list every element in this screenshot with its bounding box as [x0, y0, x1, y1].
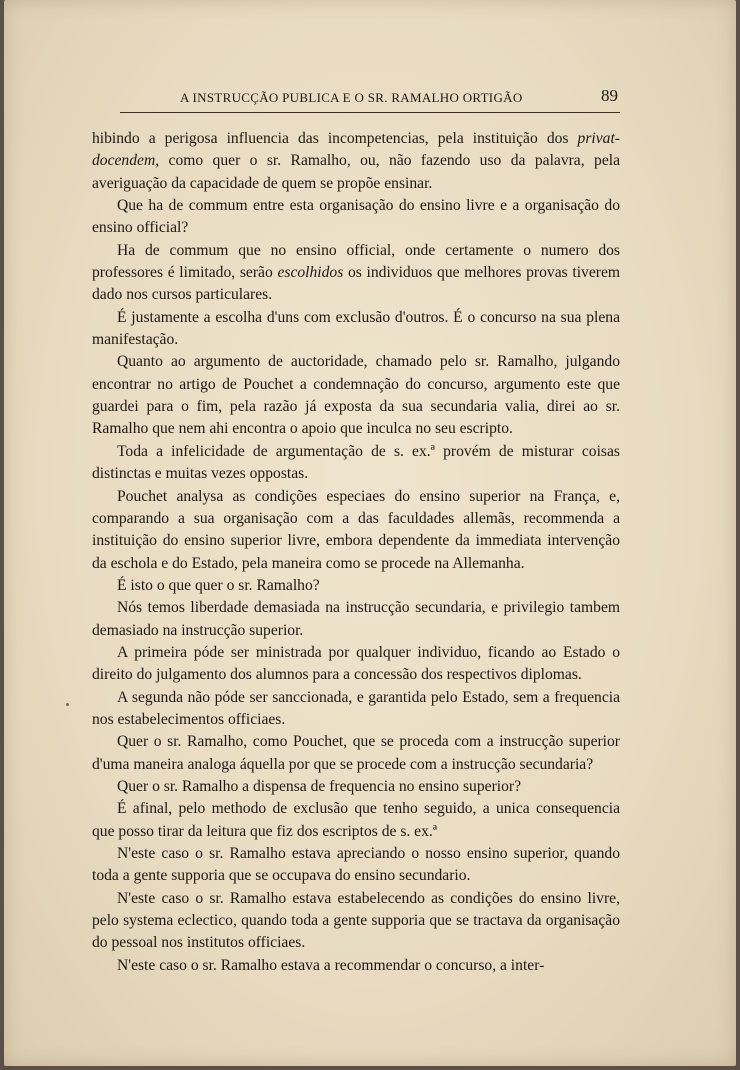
paragraph [92, 687, 620, 732]
text-run: Pouchet analysa as condições especiaes do ensino superior na França, e, comparando a sua organisação com a das faculdades allemãs, recommenda a instituição do ensino superior livre, embora dependente da immediata intervenção da eschola e do Estado, pela maneira como se procede na Allemanha. [92, 487, 620, 572]
paragraph [92, 798, 620, 843]
paragraph [92, 307, 620, 352]
page-number: 89 [601, 86, 618, 105]
paragraph [92, 441, 620, 486]
paragraph [92, 888, 620, 955]
text-run: É afinal, pelo methodo de exclusão que tenho seguido, a unica consequencia que posso tirar da leitura que fiz dos escriptos de s. ex.ª [92, 800, 620, 840]
book-page [4, 0, 736, 1066]
text-run: Quer o sr. Ramalho a dispensa de frequencia no ensino superior? [117, 777, 522, 795]
text-run: N'este caso o sr. Ramalho estava estabelecendo as condições do ensino livre, pelo systema eclectico, quando toda a gente supporia que se tractava da organisação do pessoal nos institutos officiaes. [92, 889, 620, 952]
italic-term: privat-docendem, [92, 130, 620, 170]
text-run: A segunda não póde ser sanccionada, e garantida pelo Estado, sem a frequencia nos estabelecimentos officiaes. [92, 688, 620, 728]
body-text [92, 128, 620, 977]
text-run: como quer o sr. Ramalho, ou, não fazendo uso da palavra, pela averiguação da capacidade de quem se propõe ensinar. [92, 152, 620, 192]
text-run: Toda a infelicidade de argumentação de s. ex.ª provém de misturar coisas distinctas e muitas vezes oppostas. [92, 442, 620, 483]
paragraph [92, 351, 620, 440]
paragraph [92, 642, 620, 687]
running-header [120, 86, 620, 113]
paragraph [92, 843, 620, 888]
italic-term: escolhidos [277, 264, 344, 282]
text-run: N'este caso o sr. Ramalho estava apreciando o nosso ensino superior, quando toda a gente supporia que se occupava do ensino secundario. [92, 845, 620, 885]
text-run: N'este caso o sr. Ramalho estava a recommendar o concurso, a inter- [117, 956, 545, 974]
text-run: Ha de commum que no ensino official, onde certamente o numero dos professores é limitado, serão [92, 241, 620, 282]
paragraph [92, 128, 620, 195]
text-run: A primeira póde ser ministrada por qualquer individuo, ficando ao Estado o direito do julgamento dos alumnos para a concessão dos respectivos diplomas. [92, 643, 620, 684]
text-run: Nós temos liberdade demasiada na instrucção secundaria, e privilegio tambem demasiado na instrucção superior. [92, 599, 620, 639]
text-run: hibindo a perigosa influencia das incompetencias, pela instituição dos [92, 130, 578, 147]
paragraph [92, 597, 620, 642]
paragraph [92, 731, 620, 776]
paragraph [92, 195, 620, 240]
text-run: É justamente a escolha d'uns com exclusão d'outros. É o concurso na sua plena manifestação. [92, 308, 620, 349]
paragraph [92, 955, 620, 977]
text-run: os individuos que melhores provas tiverem dado nos cursos particulares. [92, 264, 620, 304]
paragraph [92, 575, 620, 597]
running-title: A INSTRUCÇÃO PUBLICA E O SR. RAMALHO ORTIGÃO [180, 90, 523, 105]
paragraph [92, 240, 620, 307]
text-run: É isto o que quer o sr. Ramalho? [117, 576, 320, 594]
paper-speck [66, 703, 69, 706]
paragraph [92, 486, 620, 575]
text-run: Que ha de commum entre esta organisação do ensino livre e a organisação do ensino official? [92, 197, 620, 237]
paragraph [92, 776, 620, 798]
text-run: Quanto ao argumento de auctoridade, chamado pelo sr. Ramalho, julgando encontrar no artigo de Pouchet a condemnação do concurso, argumento este que guardei para o fim, pela razão já exposta da sua secundaria valia, direi ao sr. Ramalho que nem ahi encontra o apoio que inculca no seu escripto. [92, 353, 620, 438]
text-run: Quer o sr. Ramalho, como Pouchet, que se proceda com a instrucção superior d'uma maneira analoga áquella por que se procede com a instrucção secundaria? [92, 733, 620, 773]
